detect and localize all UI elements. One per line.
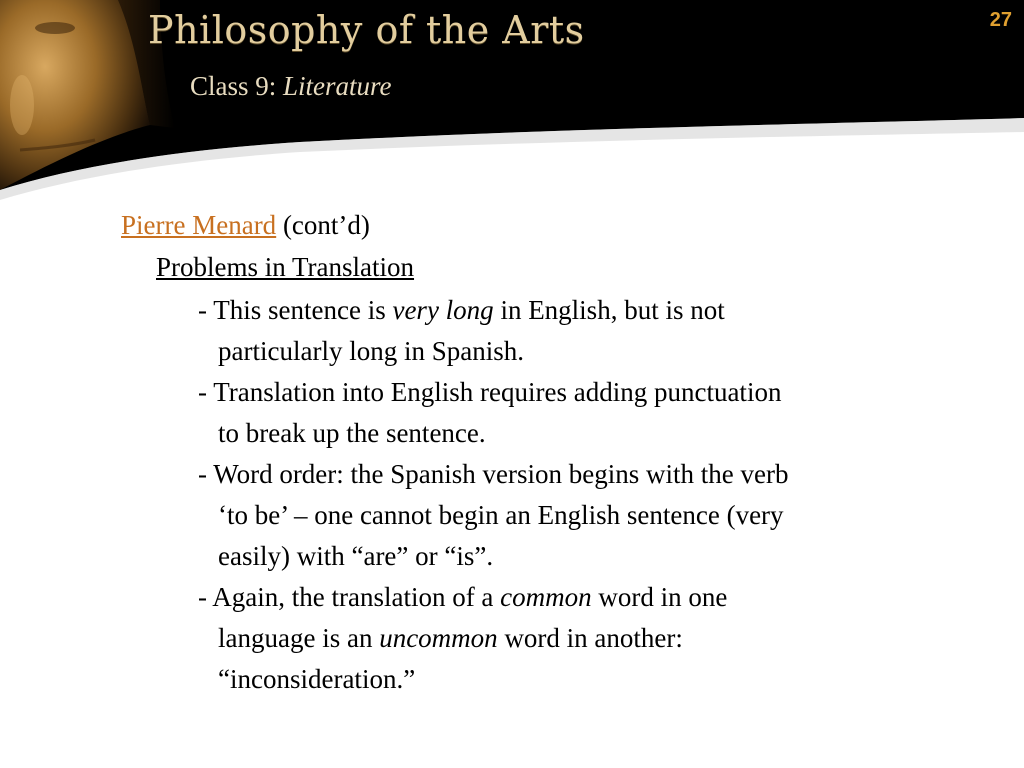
bullet-4-line-2 (218, 622, 683, 654)
bullet-4-text-a: - Again, the translation of a (198, 582, 494, 612)
bullet-2-line-1: - Translation into English requires adding punctuation (198, 377, 782, 407)
bullet-3-line-2: ‘to be’ – one cannot begin an English sentence (very (218, 500, 784, 530)
header-banner (0, 0, 1024, 200)
bullet-4-line-2-text-b: word in another: (504, 623, 683, 653)
bullet-1-line-1 (198, 294, 725, 326)
bullet-4-text-b: word in one (598, 582, 728, 612)
bullet-4-line-1 (198, 581, 727, 613)
bullet-1-text-a: - This sentence is (198, 295, 386, 325)
slide-number: 27 (989, 9, 1012, 31)
subheading-problems-in-translation: Problems in Translation (156, 252, 415, 282)
class-subtitle (190, 71, 392, 102)
pierre-menard-link[interactable]: Pierre Menard (121, 210, 277, 240)
bullet-4-line-2-text-a: language is an (218, 623, 373, 653)
bullet-1-emphasis: very long (392, 295, 494, 325)
bullet-4-emphasis-common: common (500, 582, 592, 612)
bullet-4-emphasis-uncommon: uncommon (379, 623, 498, 653)
course-title-logo: Philosophy of the Arts (148, 8, 585, 52)
bullet-3-line-3: easily) with “are” or “is”. (218, 541, 494, 571)
subtitle-topic: Literature (283, 71, 392, 101)
slide-heading (121, 209, 370, 241)
bullet-3-line-1: - Word order: the Spanish version begins with the verb (198, 459, 789, 489)
heading-suffix: (cont’d) (282, 210, 370, 240)
bullet-4-line-3: “inconsideration.” (218, 664, 416, 694)
subtitle-prefix: Class 9: (190, 71, 277, 101)
bullet-2-line-2: to break up the sentence. (218, 418, 486, 448)
bullet-1-text-b: in English, but is not (500, 295, 725, 325)
bullet-1-line-2: particularly long in Spanish. (218, 336, 524, 366)
